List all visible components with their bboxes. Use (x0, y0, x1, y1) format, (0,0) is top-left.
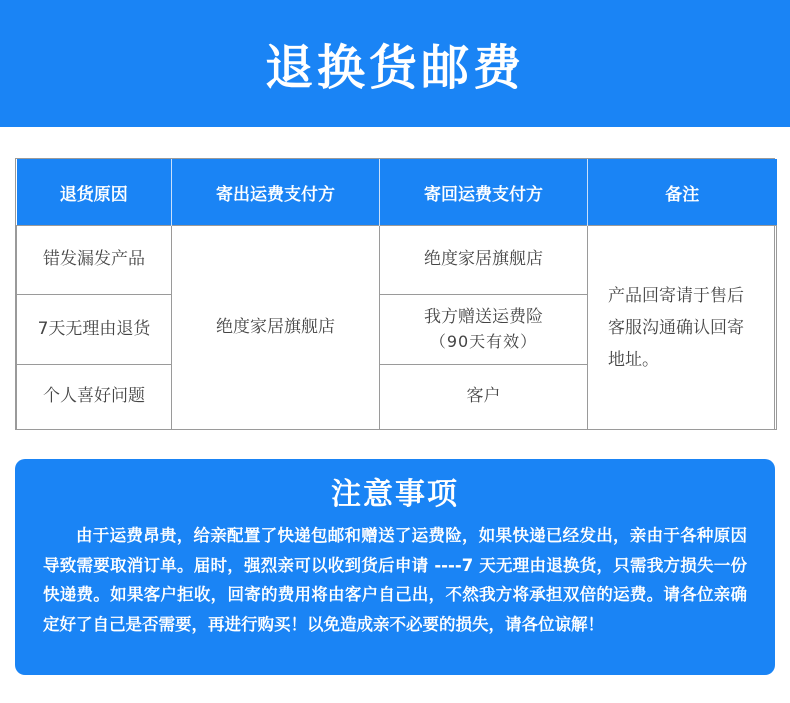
notice-body: 由于运费昂贵，给亲配置了快递包邮和赠送了运费险，如果快递已经发出，亲由于各种原因导致需要取消订单。届时，强烈亲可以收到货后申请 ----7 天无理由退换货，只需我方损失一份快递费。如果客户拒收，回寄的费用将由客户自己出，不然我方将承担双倍的运费。请各位亲确定好了自己是否需要，再进行购买！以免造成亲不必要的损失，请各位谅解！ (43, 526, 747, 634)
return-policy-table (15, 158, 775, 430)
return-payer-cell (380, 226, 588, 295)
note-cell: 产品回寄请于售后客服沟通确认回寄地址。 (588, 226, 777, 430)
return-payer-main: 绝度家居旗舰店 (424, 249, 543, 270)
page-title: 退换货邮费 (264, 40, 525, 96)
notice-title: 注意事项 (331, 477, 459, 512)
table-row (17, 226, 777, 295)
header-send-payer: 寄出运费支付方 (172, 159, 380, 226)
reason-cell: 错发漏发产品 (17, 226, 172, 295)
return-payer-main: 客户 (466, 386, 501, 407)
return-payer-cell (380, 365, 588, 430)
header-return-payer: 寄回运费支付方 (380, 159, 588, 226)
notice-box (15, 459, 775, 675)
return-payer-cell (380, 295, 588, 365)
return-payer-main: 我方赠送运费险 (424, 306, 543, 327)
header-reason: 退货原因 (17, 159, 172, 226)
reason-cell: 个人喜好问题 (17, 365, 172, 430)
header-note: 备注 (588, 159, 777, 226)
table-header-row (17, 159, 777, 226)
header-banner (0, 0, 790, 127)
return-payer-sub: （90天有效） (429, 332, 538, 352)
reason-cell: 7天无理由退货 (17, 295, 172, 365)
send-payer-cell: 绝度家居旗舰店 (172, 226, 380, 430)
